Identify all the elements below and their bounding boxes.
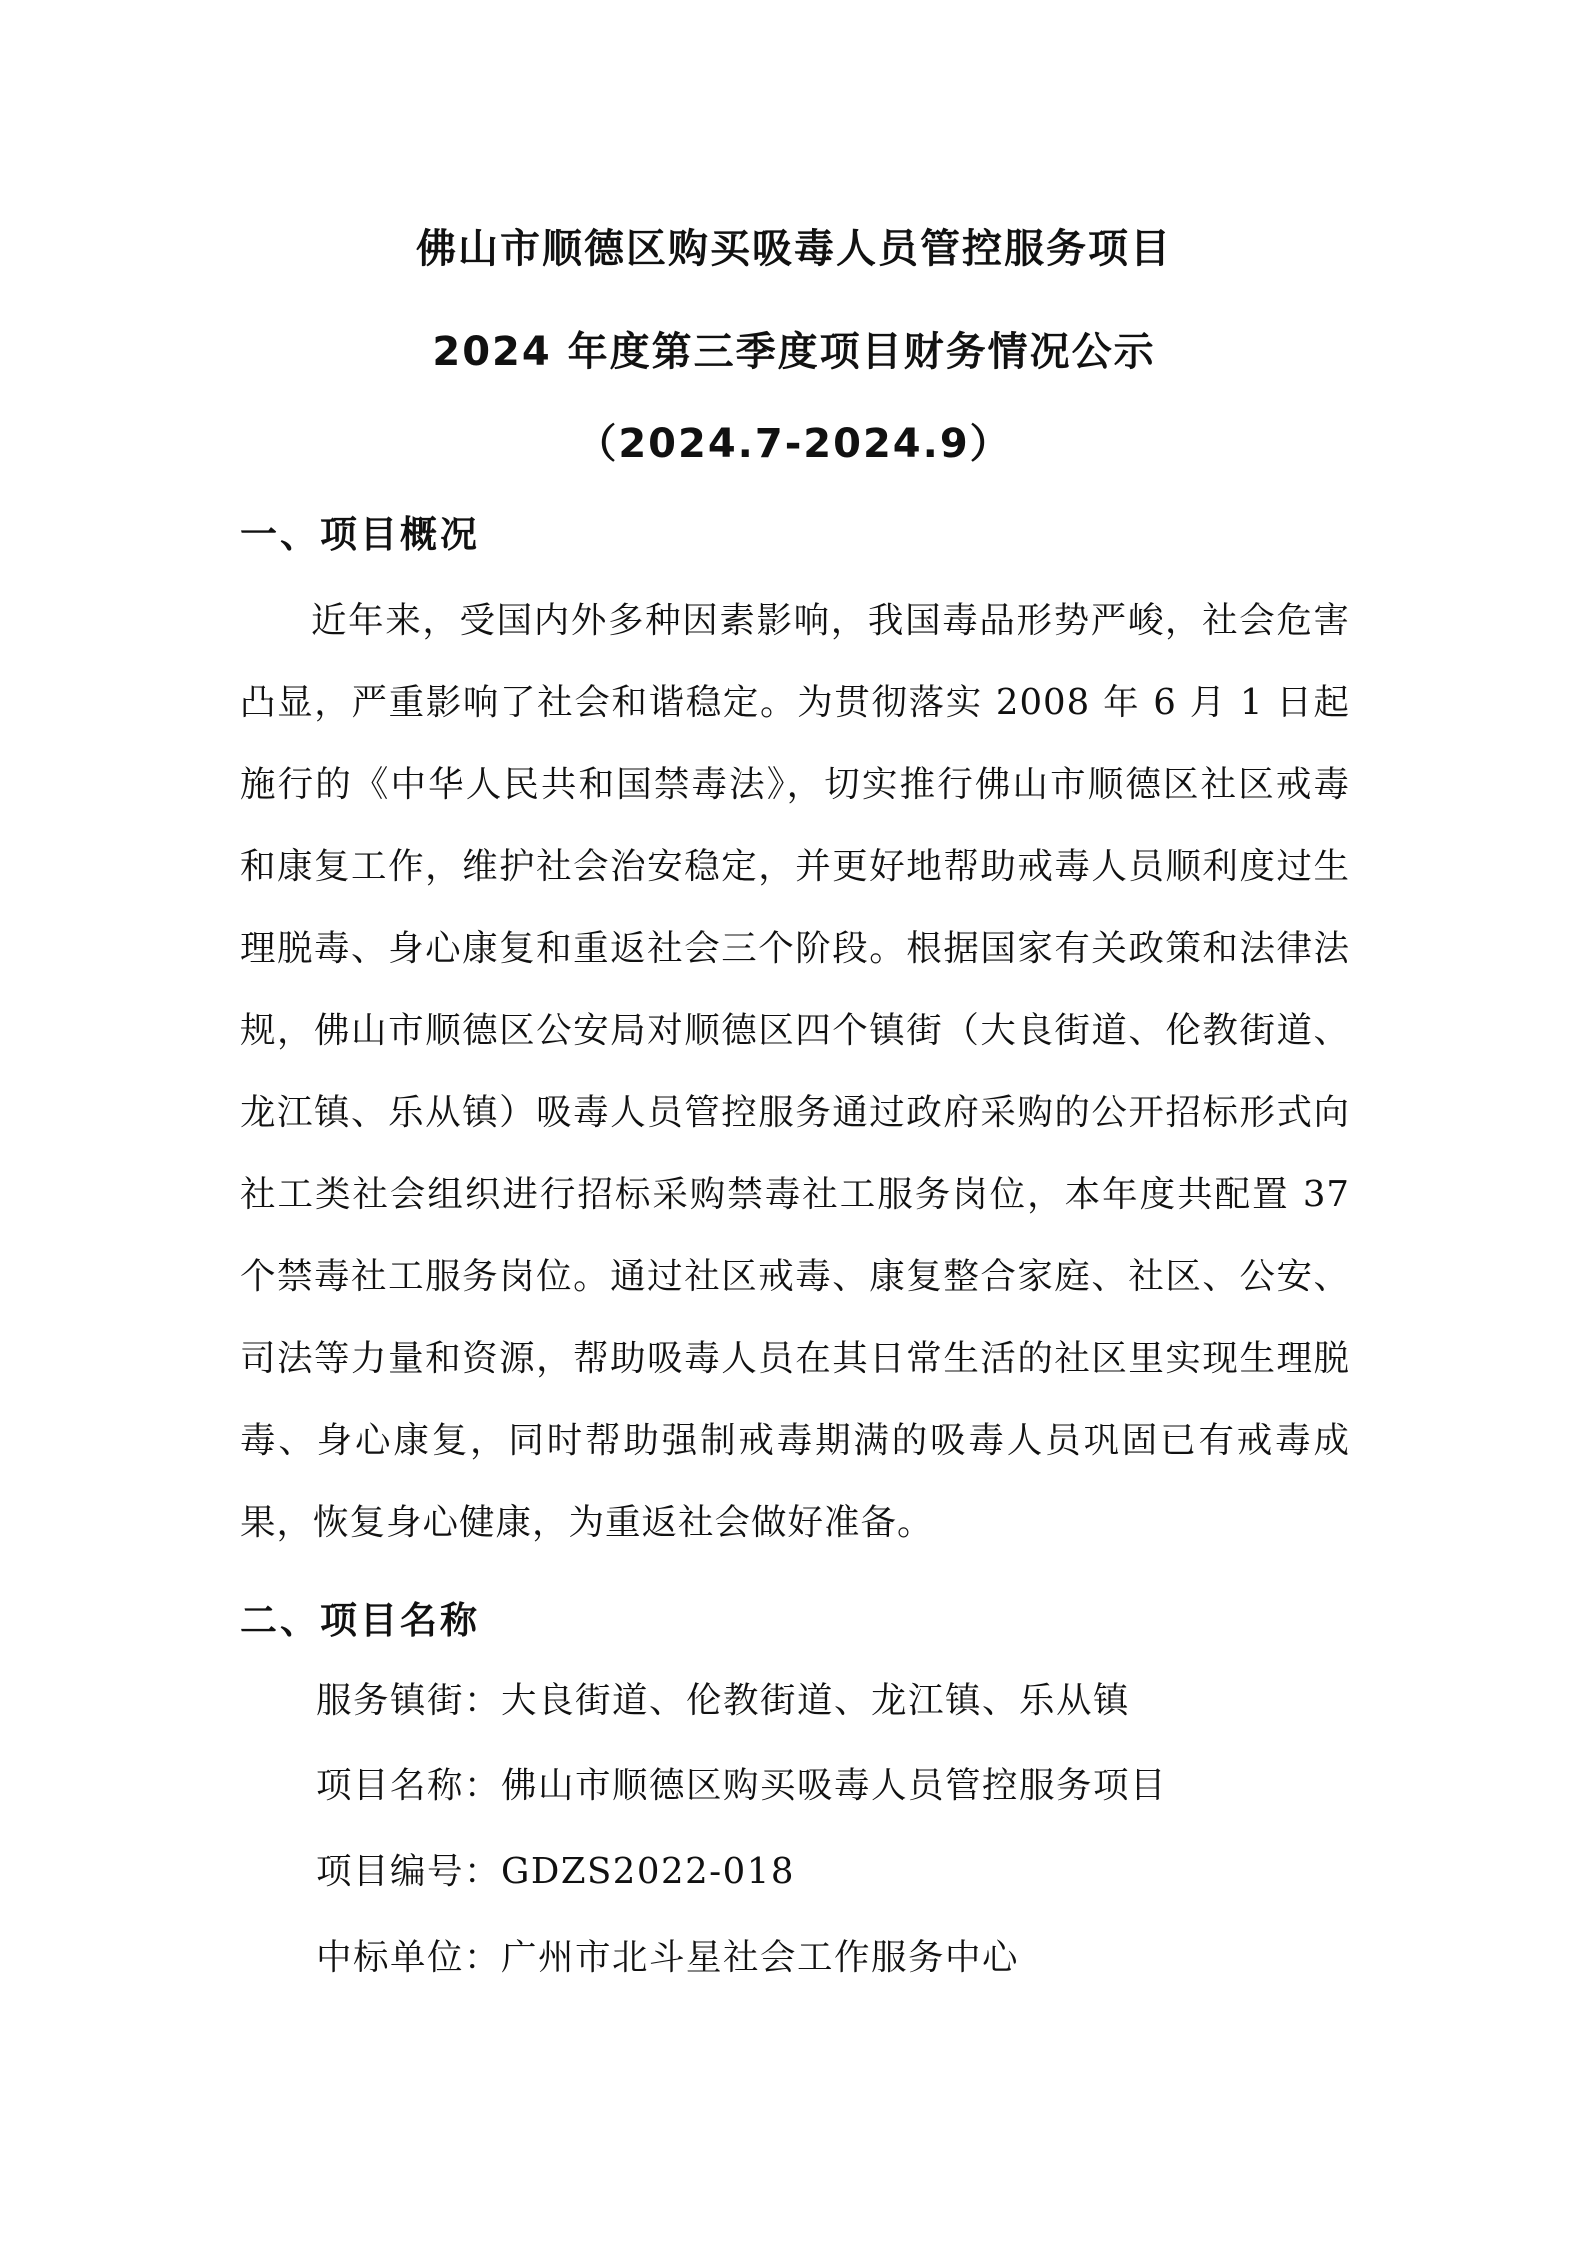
info-winning-bidder: 中标单位：广州市北斗星社会工作服务中心 [316, 1937, 1020, 1978]
info-project-number: 项目编号：GDZS2022-018 [316, 1851, 795, 1892]
info-service-towns: 服务镇街：大良街道、伦教街道、龙江镇、乐从镇 [316, 1680, 1131, 1721]
document-title-period: （2024.7-2024.9） [576, 421, 1012, 467]
document-title-line-1: 佛山市顺德区购买吸毒人员管控服务项目 [416, 226, 1172, 272]
section-heading-overview: 一、项目概况 [240, 513, 480, 556]
section-heading-project-name: 二、项目名称 [240, 1599, 480, 1642]
document-title-line-2: 2024 年度第三季度项目财务情况公示 [432, 329, 1156, 375]
info-project-name: 项目名称：佛山市顺德区购买吸毒人员管控服务项目 [316, 1765, 1168, 1806]
overview-paragraph: 近年来，受国内外多种因素影响，我国毒品形势严峻，社会危害凸显，严重影响了社会和谐稳定。为贯彻落实 2008 年 6 月 1 日起施行的《中华人民共和国禁毒法》，切实推行佛山市顺德区社区戒毒和康复工作，维护社会治安稳定，并更好地帮助戒毒人员顺利度过生理脱毒、身心康复和重返社会三个阶段。根据国家有关政策和法律法规，佛山市顺德区公安局对顺德区四个镇街（大良街道、伦教街道、龙江镇、乐从镇）吸毒人员管控服务通过政府采购的公开招标形式向社工类社会组织进行招标采购禁毒社工服务岗位，本年度共配置 37 个禁毒社工服务岗位。通过社区戒毒、康复整合家庭、社区、公安、司法等力量和资源，帮助吸毒人员在其日常生活的社区里实现生理脱毒、身心康复，同时帮助强制戒毒期满的吸毒人员巩固已有戒毒成果，恢复身心健康，为重返社会做好准备。 [240, 600, 1350, 1543]
